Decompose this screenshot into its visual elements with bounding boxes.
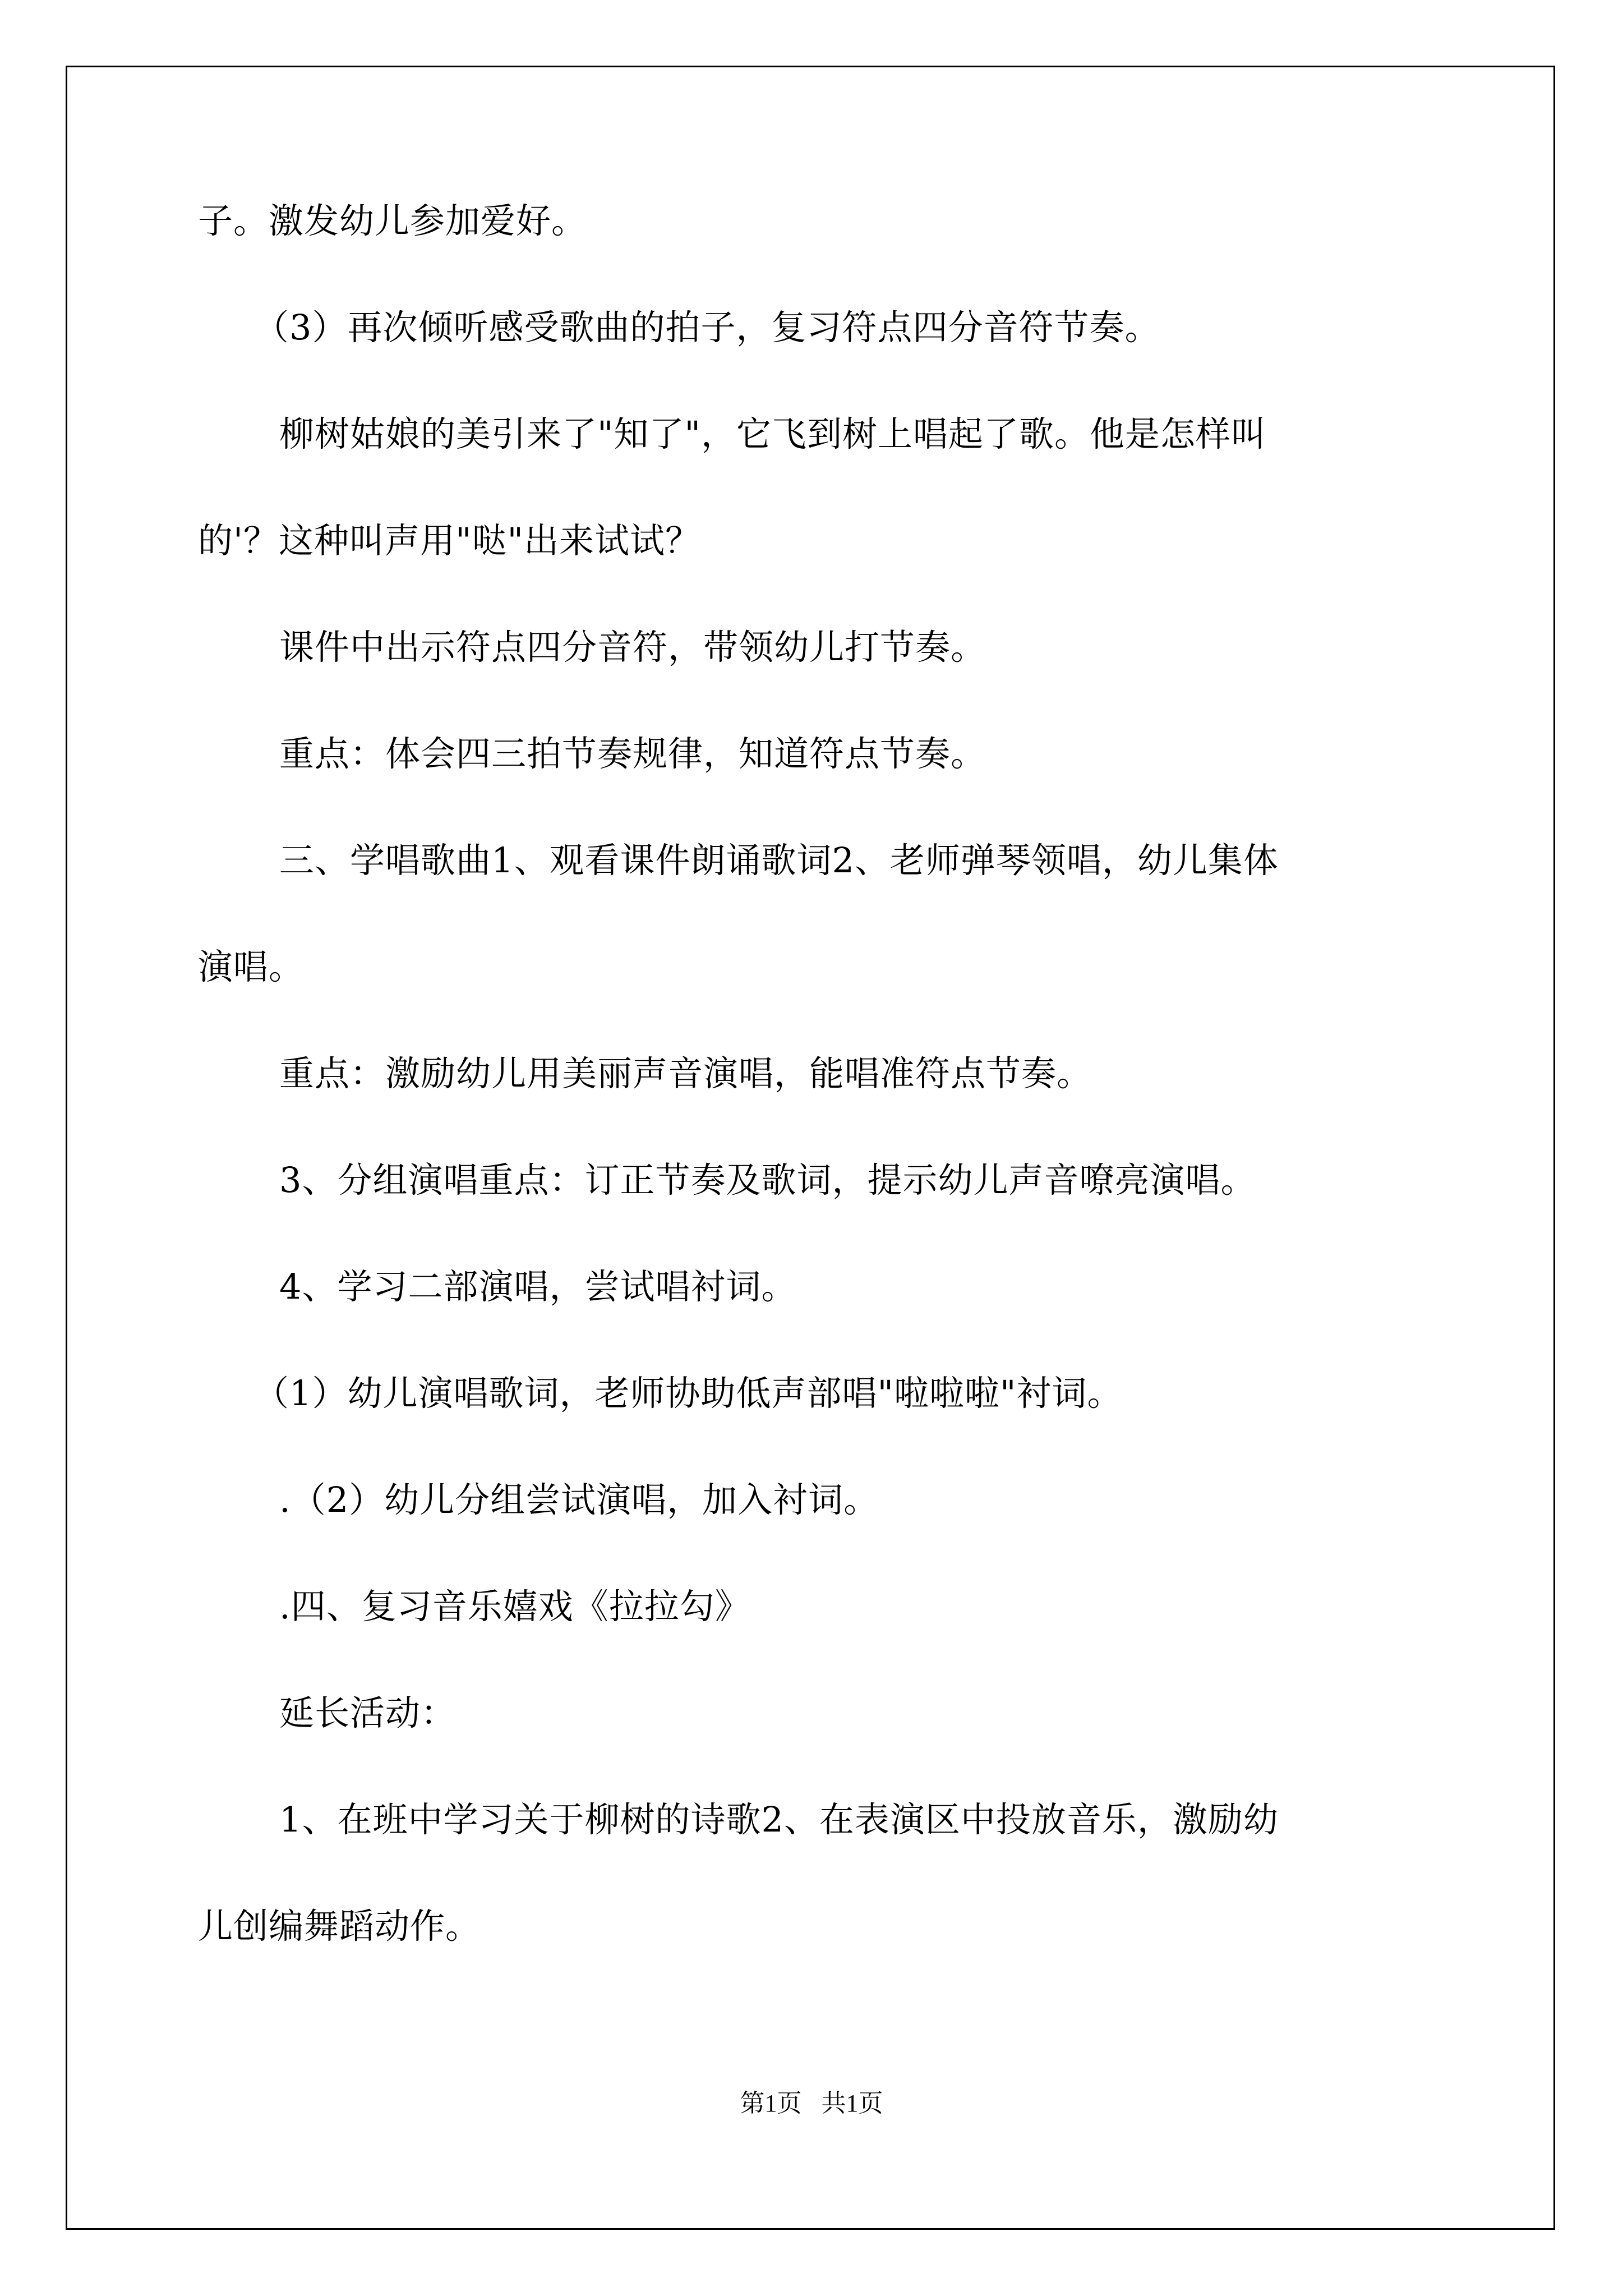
paragraph-line: （1）幼儿演唱歌词，老师协助低声部唱"啦啦啦"衬词。 (254, 1373, 1123, 1414)
paragraph-line: 4、学习二部演唱，尝试唱衬词。 (279, 1266, 797, 1307)
paragraph-line: 3、分组演唱重点：订正节奏及歌词，提示幼儿声音嘹亮演唱。 (279, 1159, 1256, 1200)
paragraph-line: 的'？这种叫声用"哒"出来试试？ (198, 520, 701, 561)
paragraph-line: 重点：激励幼儿用美丽声音演唱，能唱准符点节奏。 (279, 1053, 1092, 1094)
page-number-total: 共1页 (821, 2090, 883, 2117)
paragraph-line: 延长活动： (279, 1692, 457, 1733)
paragraph-line: 课件中出示符点四分音符，带领幼儿打节奏。 (279, 627, 986, 668)
paragraph-line: .（2）幼儿分组尝试演唱，加入衬词。 (279, 1479, 879, 1520)
paragraph-line: 重点：体会四三拍节奏规律，知道符点节奏。 (279, 733, 986, 774)
page-footer (0, 2087, 1623, 2120)
paragraph-line: 1、在班中学习关于柳树的诗歌2、在表演区中投放音乐，激励幼 (279, 1799, 1279, 1840)
paragraph-line: 演唱。 (198, 946, 305, 987)
page-number-current: 第1页 (740, 2090, 802, 2117)
paragraph-line: 子。激发幼儿参加爱好。 (198, 200, 587, 241)
paragraph-line: 儿创编舞蹈动作。 (198, 1906, 481, 1947)
paragraph-line: .四、复习音乐嬉戏《拉拉勾》 (279, 1586, 750, 1627)
paragraph-line: 柳树姑娘的美引来了"知了"，它飞到树上唱起了歌。他是怎样叫 (279, 413, 1267, 454)
paragraph-line: （3）再次倾听感受歌曲的拍子，复习符点四分音符节奏。 (254, 307, 1160, 348)
paragraph-line: 三、学唱歌曲1、观看课件朗诵歌词2、老师弹琴领唱，幼儿集体 (279, 840, 1279, 881)
